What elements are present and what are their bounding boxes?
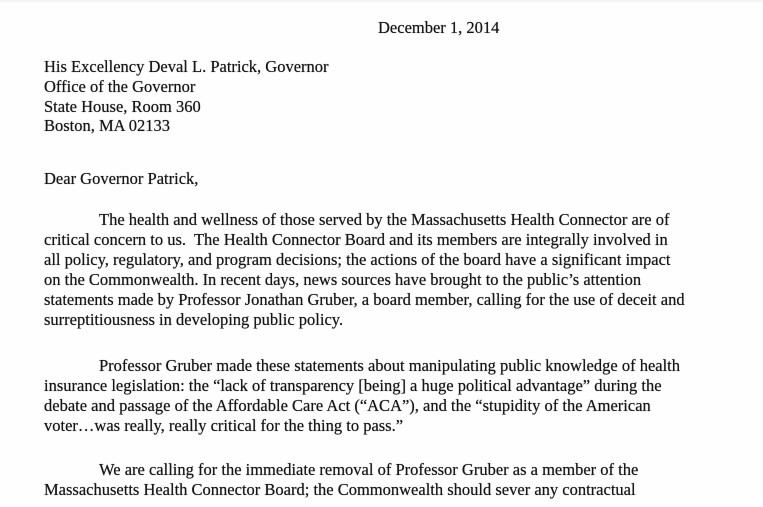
text-line: debate and passage of the Affordable Care Act (“ACA”), and the “stupidity of the American (44, 396, 651, 415)
paragraph-2 (44, 356, 756, 436)
paragraph-1 (44, 210, 756, 330)
letter-date: December 1, 2014 (378, 18, 500, 37)
text-line: Professor Gruber made these statements about manipulating public knowledge of health (99, 356, 681, 375)
scan-edge-artifact (0, 0, 763, 3)
text-line: The health and wellness of those served by the Massachusetts Health Connector are of (99, 210, 670, 229)
text-line: surreptitiousness in developing public policy. (44, 310, 344, 329)
text-line: We are calling for the immediate removal of Professor Gruber as a member of the (99, 460, 639, 479)
recipient-city-line: Boston, MA 02133 (44, 116, 171, 136)
recipient-street-line: State House, Room 360 (44, 96, 201, 116)
recipient-name-line: His Excellency Deval L. Patrick, Governor (44, 57, 329, 76)
recipient-office-line: Office of the Governor (44, 76, 196, 96)
paragraph-3 (44, 460, 756, 500)
text-line: insurance legislation: the “lack of transparency [being] a huge political advantage” during the (44, 376, 662, 395)
text-line: on the Commonwealth. In recent days, news sources have brought to the public’s attention (44, 270, 642, 289)
text-line: statements made by Professor Jonathan Gruber, a board member, calling for the use of deceit and (44, 290, 685, 309)
text-line: Massachusetts Health Connector Board; the Commonwealth should sever any contractual (44, 480, 636, 499)
recipient-address-block (44, 57, 329, 136)
text-line: all policy, regulatory, and program decisions; the actions of the board have a significant impact (44, 250, 671, 269)
text-line: critical concern to us. The Health Connector Board and its members are integrally involved in (44, 230, 668, 249)
text-line: voter…was really, really critical for the thing to pass.” (44, 416, 404, 435)
salutation: Dear Governor Patrick, (44, 169, 199, 188)
